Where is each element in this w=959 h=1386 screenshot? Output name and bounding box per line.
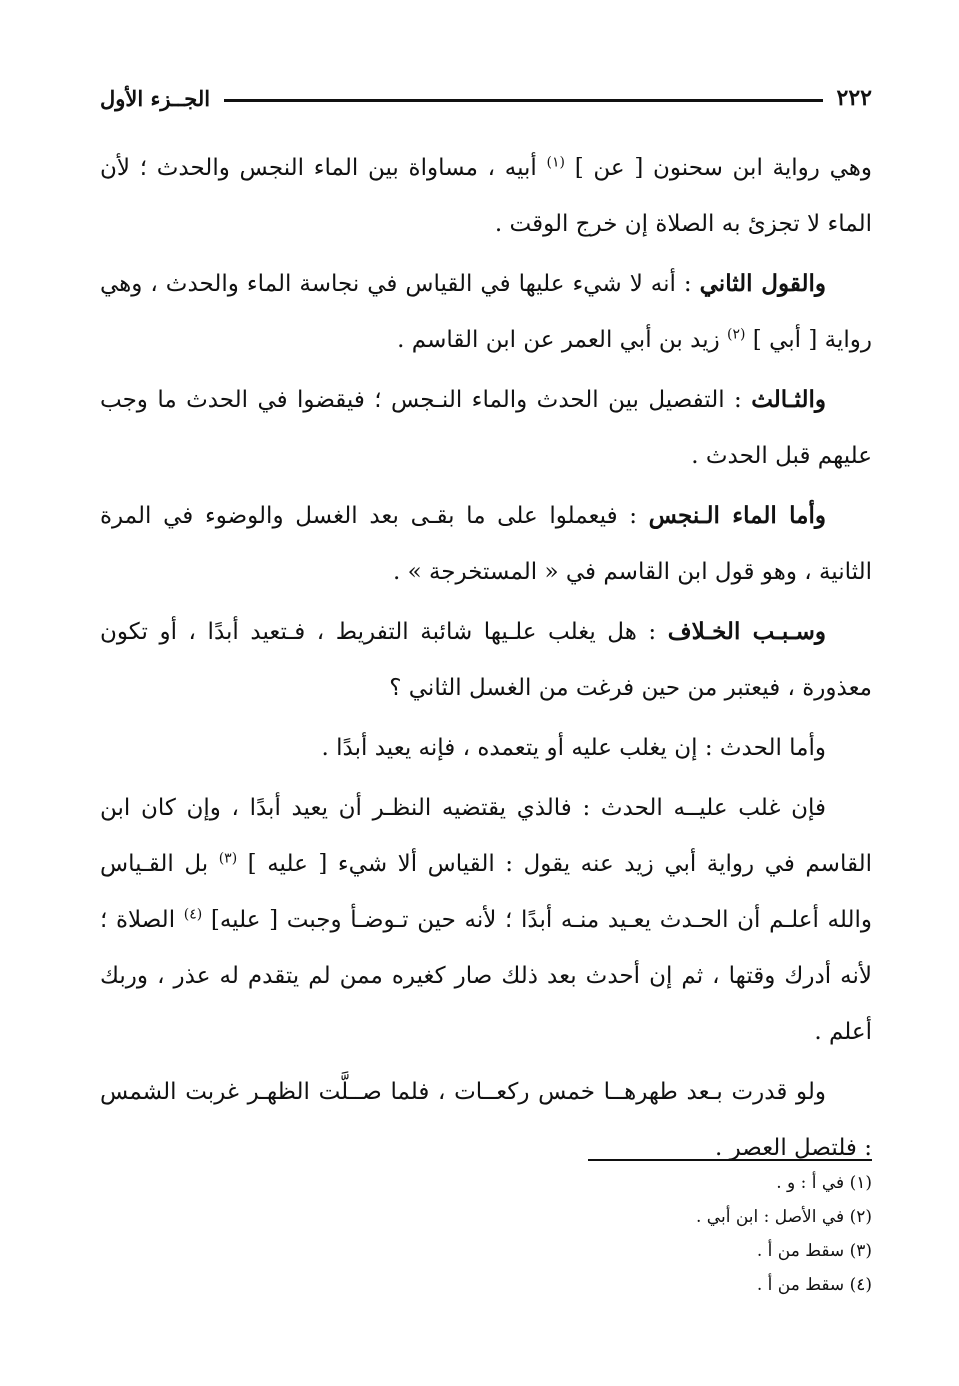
footnote-reference: (٤): [183, 906, 203, 923]
footnotes: [560, 1166, 872, 1302]
paragraph-text: بل القـياس والله أعلـم أن الحـدث يعـيد منـه أبدًا ؛ لأنه حين تـوضـأ وجبت [ عليه]: [100, 851, 872, 933]
paragraph-text: : التفصيل بين الحدث والماء النـجس ؛ فيقضوا في الحدث ما وجب عليهم قبل الحدث .: [100, 387, 872, 469]
paragraph-text: الصلاة ؛ لأنه أدرك وقتها ، ثم إن أحدث بعد ذلك صار كغيره ممن لم يتقدم له عذر ، وربك أعلم .: [100, 907, 872, 1045]
paragraph-2: [100, 256, 872, 368]
paragraph-5: [100, 604, 872, 716]
paragraph-4: [100, 488, 872, 600]
paragraph-lead: والثـالث: [751, 386, 826, 413]
footnote-reference: (٢): [727, 326, 746, 343]
paragraph-text: وأما الحدث : إن يغلب عليه أو يتعمده ، فإنه يعيد أبدًا .: [321, 735, 826, 761]
footnote-1: (١) في أ : و .: [776, 1173, 872, 1193]
paragraph-3: [100, 372, 872, 484]
header-rule: [224, 99, 822, 102]
paragraph-text: أبيه ، مساواة بين الماء النجس والحدث ؛ لأن الماء لا تجزئ به الصلاة إن خرج الوقت .: [100, 155, 872, 237]
paragraph-text: : أنه لا شيء عليها في القياس في نجاسة الماء والحدث ، وهي رواية [ أبي ]: [100, 271, 872, 353]
paragraph-text: ولو قدرت بـعد طهرهــا خمس ركعــات ، فلما صــلَّت الظهـر غربت الشمس : فلتصل العصر .: [100, 1079, 872, 1161]
footnote-reference: (٣): [218, 850, 238, 867]
footnote-reference: (١): [546, 154, 565, 171]
paragraph-text: : فيعملوا على ما بقـى بعد الغسل والوضوء في المرة الثانية ، وهو قول ابن القاسم في « المستخرجة » .: [100, 503, 872, 585]
paragraph-lead: وأما الماء الـنجس: [648, 502, 826, 529]
page-header: [100, 80, 872, 116]
footnote-2: (٢) في الأصل : ابن أبي .: [695, 1207, 872, 1227]
paragraph-text: : هل يغلب علـيها شائبة التفريط ، فـتعيد أبدًا ، أو تكون معذورة ، فيعتبر من حين فرغت من الغسل الثاني ؟: [100, 619, 872, 701]
paragraph-7: [100, 780, 872, 1060]
footnote-3: (٣) سقط من أ .: [756, 1241, 872, 1261]
footnote-rule: [588, 1159, 872, 1161]
paragraph-lead: وسـبـب الخـلاف: [667, 618, 826, 645]
running-head: الجــزء الأول: [100, 85, 211, 111]
footnote-4: (٤) سقط من أ .: [756, 1275, 872, 1295]
paragraph-1: [100, 140, 872, 252]
paragraph-6: [100, 720, 872, 776]
paragraph-text: وهي رواية ابن سحنون [ عن ]: [565, 155, 873, 181]
paragraph-text: فإن غلب عليــه الحدث : فالذي يقتضيه النظـر أن يعيد أبدًا ، وإن كان ابن القاسم في رواية أبي زيد عنه يقول : القياس ألا شيء [ عليه ]: [100, 795, 872, 877]
page-number: ٢٢٢: [836, 85, 872, 111]
paragraph-text: زيد بن أبي العمر عن ابن القاسم .: [397, 327, 728, 353]
main-text: [100, 140, 872, 1180]
paragraph-lead: والقول الثاني: [699, 270, 826, 297]
